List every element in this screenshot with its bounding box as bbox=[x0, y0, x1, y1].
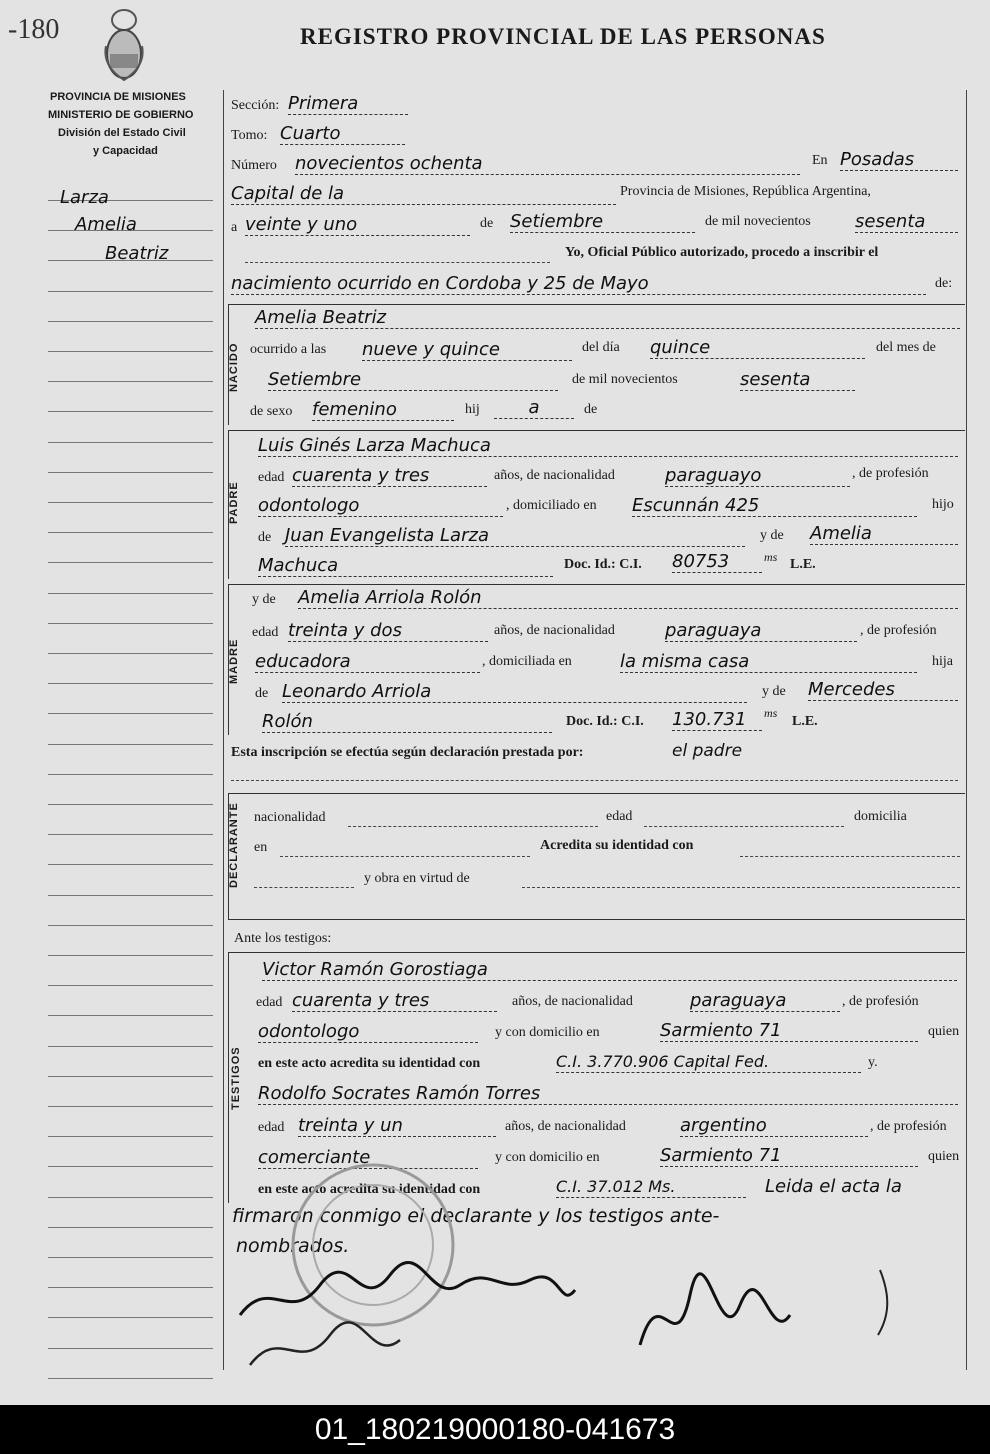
declarante-en: en bbox=[254, 840, 268, 855]
margin-rule-line bbox=[48, 1378, 213, 1379]
padre-nombre: Luis Ginés Larza Machuca bbox=[258, 436, 958, 457]
declarante-nac-line bbox=[348, 826, 598, 827]
margin-rule-line bbox=[48, 562, 213, 563]
madre-le: L.E. bbox=[792, 714, 818, 729]
de-label: de bbox=[480, 216, 494, 231]
org-line-3: División del Estado Civil bbox=[58, 127, 186, 139]
padre-dom: Escunnán 425 bbox=[632, 496, 917, 517]
declarante-obra-pre bbox=[254, 887, 354, 888]
t2-prof: comerciante bbox=[258, 1148, 478, 1169]
nacido-nombre: Amelia Beatriz bbox=[255, 308, 960, 329]
nacido-de: de bbox=[584, 402, 598, 417]
padre-edad: cuarenta y tres bbox=[292, 466, 487, 487]
declarante-obra: y obra en virtud de bbox=[364, 871, 470, 886]
margin-rule-line bbox=[48, 532, 213, 533]
t1-nombre: Victor Ramón Gorostiaga bbox=[262, 960, 957, 981]
t1-dom-label: y con domicilio en bbox=[495, 1025, 600, 1040]
margin-rule-line bbox=[48, 1197, 213, 1198]
padre-nac-label: años, de nacionalidad bbox=[494, 468, 615, 483]
margin-rule-line bbox=[48, 1015, 213, 1016]
org-line-4: y Capacidad bbox=[93, 145, 158, 157]
del-mes-label: del mes de bbox=[876, 340, 936, 355]
madre-edad-label: edad bbox=[252, 625, 279, 640]
t2-nombre: Rodolfo Socrates Ramón Torres bbox=[258, 1084, 958, 1105]
oficial-underline bbox=[245, 262, 550, 263]
declarante-edad-line bbox=[644, 826, 844, 827]
madre-madre-2: Rolón bbox=[262, 712, 552, 733]
declaracion-underline bbox=[231, 780, 958, 781]
madre-label: MADRE bbox=[228, 638, 240, 684]
main-frame-right bbox=[966, 90, 967, 1370]
margin-rule-line bbox=[48, 683, 213, 684]
t1-nac: paraguaya bbox=[690, 991, 840, 1012]
margin-rule-line bbox=[48, 381, 213, 382]
tomo-value: Cuarto bbox=[280, 124, 405, 145]
hij-label: hij bbox=[465, 402, 480, 417]
de-mil-label: de mil novecientos bbox=[572, 372, 678, 387]
margin-name-3: Beatriz bbox=[105, 243, 169, 264]
cierre-2: firmaron conmigo el declarante y los testigos ante- bbox=[232, 1205, 720, 1227]
t1-prof: odontologo bbox=[258, 1022, 478, 1043]
madre-prof-label: , de profesión bbox=[860, 623, 937, 638]
margin-rule-line bbox=[48, 895, 213, 896]
argentina-coat-of-arms-icon bbox=[100, 6, 148, 82]
t2-edad-label: edad bbox=[258, 1120, 285, 1135]
margin-rule-line bbox=[48, 1076, 213, 1077]
signatures bbox=[230, 1255, 900, 1395]
t2-nac-label: años, de nacionalidad bbox=[505, 1119, 626, 1134]
padre-hijo-label: hijo bbox=[932, 497, 954, 512]
nacido-label: NACIDO bbox=[228, 342, 240, 392]
page-number: -180 bbox=[8, 14, 60, 45]
hora-value: nueve y quince bbox=[362, 340, 572, 361]
padre-label: PADRE bbox=[228, 481, 240, 524]
margin-rule-line bbox=[48, 925, 213, 926]
org-line-2: MINISTERIO DE GOBIERNO bbox=[48, 109, 194, 121]
cierre-3: nombrados. bbox=[236, 1235, 350, 1257]
en-value: Posadas bbox=[840, 150, 958, 171]
margin-rule-line bbox=[48, 321, 213, 322]
tomo-label: Tomo: bbox=[231, 128, 268, 143]
declaracion-valor: el padre bbox=[672, 741, 743, 761]
declarante-edad: edad bbox=[606, 809, 633, 824]
seccion-value: Primera bbox=[288, 94, 408, 115]
margin-rule-line bbox=[48, 1227, 213, 1228]
en-label: En bbox=[812, 153, 828, 168]
hecho-value: nacimiento ocurrido en Cordoba y 25 de Mayo bbox=[231, 274, 926, 295]
t2-doc: C.I. 37.012 Ms. bbox=[556, 1177, 746, 1198]
margin-rule-line bbox=[48, 653, 213, 654]
a-value: veinte y uno bbox=[245, 215, 470, 236]
margin-rule-line bbox=[48, 834, 213, 835]
document-id-footer: 01_180219000180-041673 bbox=[0, 1405, 990, 1454]
madre-doc-label: Doc. Id.: C.I. bbox=[566, 714, 644, 729]
madre-nombre: Amelia Arriola Rolón bbox=[298, 588, 958, 609]
declarante-domicilia: domicilia bbox=[854, 809, 907, 824]
t2-dom: Sarmiento 71 bbox=[660, 1146, 918, 1167]
org-line-1: PROVINCIA DE MISIONES bbox=[50, 91, 186, 103]
margin-rule-line bbox=[48, 1136, 213, 1137]
madre-nac-label: años, de nacionalidad bbox=[494, 623, 615, 638]
oficial-text: Yo, Oficial Público autorizado, procedo a inscribir el bbox=[565, 245, 879, 260]
t1-nac-label: años, de nacionalidad bbox=[512, 994, 633, 1009]
t2-nac: argentino bbox=[680, 1116, 868, 1137]
margin-rule-line bbox=[48, 713, 213, 714]
padre-prof-label: , de profesión bbox=[852, 466, 929, 481]
margin-rule-line bbox=[48, 291, 213, 292]
margin-rule-line bbox=[48, 864, 213, 865]
t1-edad: cuarenta y tres bbox=[292, 991, 497, 1012]
testigos-label: TESTIGOS bbox=[230, 1046, 242, 1110]
anio-value: sesenta bbox=[855, 212, 958, 233]
madre-doc: 130.731 bbox=[672, 710, 762, 731]
madre-edad: treinta y dos bbox=[288, 621, 488, 642]
margin-rule-line bbox=[48, 472, 213, 473]
padre-doc-label: Doc. Id.: C.I. bbox=[564, 557, 642, 572]
numero-label: Número bbox=[231, 158, 277, 173]
mes-value: Setiembre bbox=[510, 212, 695, 233]
hij-value: a bbox=[494, 398, 574, 419]
declarante-label: DECLARANTE bbox=[228, 802, 240, 888]
t1-dom: Sarmiento 71 bbox=[660, 1021, 918, 1042]
t2-prof-label: , de profesión bbox=[870, 1119, 947, 1134]
margin-rule-line bbox=[48, 1166, 213, 1167]
mil-text: de mil novecientos bbox=[705, 214, 811, 229]
declaracion-text: Esta inscripción se efectúa según declaración prestada por: bbox=[231, 745, 584, 760]
madre-yde-label: y de bbox=[762, 684, 786, 699]
sexo-value: femenino bbox=[312, 400, 454, 421]
nacido-mes: Setiembre bbox=[268, 370, 558, 391]
provincia-text: Provincia de Misiones, República Argentina, bbox=[620, 184, 871, 199]
del-dia-label: del día bbox=[582, 340, 620, 355]
margin-rule-line bbox=[48, 502, 213, 503]
margin-rule-line bbox=[48, 1257, 213, 1258]
margin-rule-line bbox=[48, 1287, 213, 1288]
testigos-ante: Ante los testigos: bbox=[234, 931, 332, 946]
numero-value: novecientos ochenta bbox=[295, 154, 800, 175]
madre-nac: paraguaya bbox=[665, 621, 857, 642]
declarante-nac: nacionalidad bbox=[254, 810, 326, 825]
madre-doc-suffix: ms bbox=[764, 706, 778, 720]
margin-name-2: Amelia bbox=[75, 214, 137, 235]
capital-value: Capital de la bbox=[231, 184, 616, 205]
margin-name-1: Larza bbox=[60, 187, 109, 208]
t2-dom-label: y con domicilio en bbox=[495, 1150, 600, 1165]
margin-rule-line bbox=[48, 1348, 213, 1349]
margin-rule-line bbox=[48, 1317, 213, 1318]
madre-prof: educadora bbox=[255, 652, 480, 673]
margin-rule-line bbox=[48, 442, 213, 443]
madre-padre: Leonardo Arriola bbox=[282, 682, 747, 703]
t1-acredita-label: en este acto acredita su identidad con bbox=[258, 1056, 481, 1071]
padre-doc-suffix: ms bbox=[764, 550, 778, 564]
t1-doc: C.I. 3.770.906 Capital Fed. bbox=[556, 1052, 861, 1073]
de-colon: de: bbox=[935, 276, 953, 291]
madre-madre-1: Mercedes bbox=[808, 680, 958, 701]
margin-rule-line bbox=[48, 744, 213, 745]
t1-quien: quien bbox=[928, 1024, 960, 1039]
t2-quien: quien bbox=[928, 1149, 960, 1164]
margin-rule-line bbox=[48, 623, 213, 624]
madre-dom: la misma casa bbox=[620, 652, 917, 673]
padre-edad-label: edad bbox=[258, 470, 285, 485]
madre-yde: y de bbox=[252, 592, 276, 607]
page-title: REGISTRO PROVINCIAL DE LAS PERSONAS bbox=[300, 24, 826, 49]
declarante-en-line bbox=[280, 856, 530, 857]
margin-rule-line bbox=[48, 411, 213, 412]
padre-padre: Juan Evangelista Larza bbox=[285, 526, 745, 547]
margin-rule-line bbox=[48, 593, 213, 594]
t1-y: y. bbox=[868, 1055, 878, 1070]
declarante-obra-line bbox=[522, 887, 960, 888]
margin-rule-line bbox=[48, 774, 213, 775]
madre-hija-label: hija bbox=[932, 654, 953, 669]
padre-le: L.E. bbox=[790, 557, 816, 572]
declarante-acredita-line bbox=[740, 856, 960, 857]
margin-rule-line bbox=[48, 1046, 213, 1047]
cierre-1: Leida el acta la bbox=[765, 1176, 902, 1197]
padre-yde-label: y de bbox=[760, 528, 784, 543]
padre-madre-2: Machuca bbox=[258, 556, 553, 577]
padre-doc: 80753 bbox=[672, 552, 762, 573]
t1-edad-label: edad bbox=[256, 995, 283, 1010]
padre-nac: paraguayo bbox=[665, 466, 850, 487]
padre-madre-1: Amelia bbox=[810, 524, 958, 545]
margin-rule-line bbox=[48, 955, 213, 956]
dia-value: quince bbox=[650, 338, 865, 359]
t2-edad: treinta y un bbox=[298, 1116, 496, 1137]
margin-rule-line bbox=[48, 1106, 213, 1107]
margin-rule-line bbox=[48, 804, 213, 805]
madre-dom-label: , domiciliada en bbox=[482, 654, 572, 669]
padre-dom-label: , domiciliado en bbox=[506, 498, 597, 513]
a-label: a bbox=[231, 220, 238, 235]
nacido-anio: sesenta bbox=[740, 370, 855, 391]
padre-de-label: de bbox=[258, 530, 272, 545]
padre-prof: odontologo bbox=[258, 496, 503, 517]
sexo-label: de sexo bbox=[250, 404, 293, 419]
seccion-label: Sección: bbox=[231, 98, 280, 113]
main-frame-left bbox=[223, 90, 224, 1370]
t1-prof-label: , de profesión bbox=[842, 994, 919, 1009]
declarante-acredita: Acredita su identidad con bbox=[540, 838, 694, 853]
margin-rule-line bbox=[48, 985, 213, 986]
t2-acredita-label: en este acto acredita su identidad con bbox=[258, 1182, 481, 1197]
madre-de-label: de bbox=[255, 686, 269, 701]
margin-rule-line bbox=[48, 351, 213, 352]
ocurrido-label: ocurrido a las bbox=[250, 342, 327, 357]
